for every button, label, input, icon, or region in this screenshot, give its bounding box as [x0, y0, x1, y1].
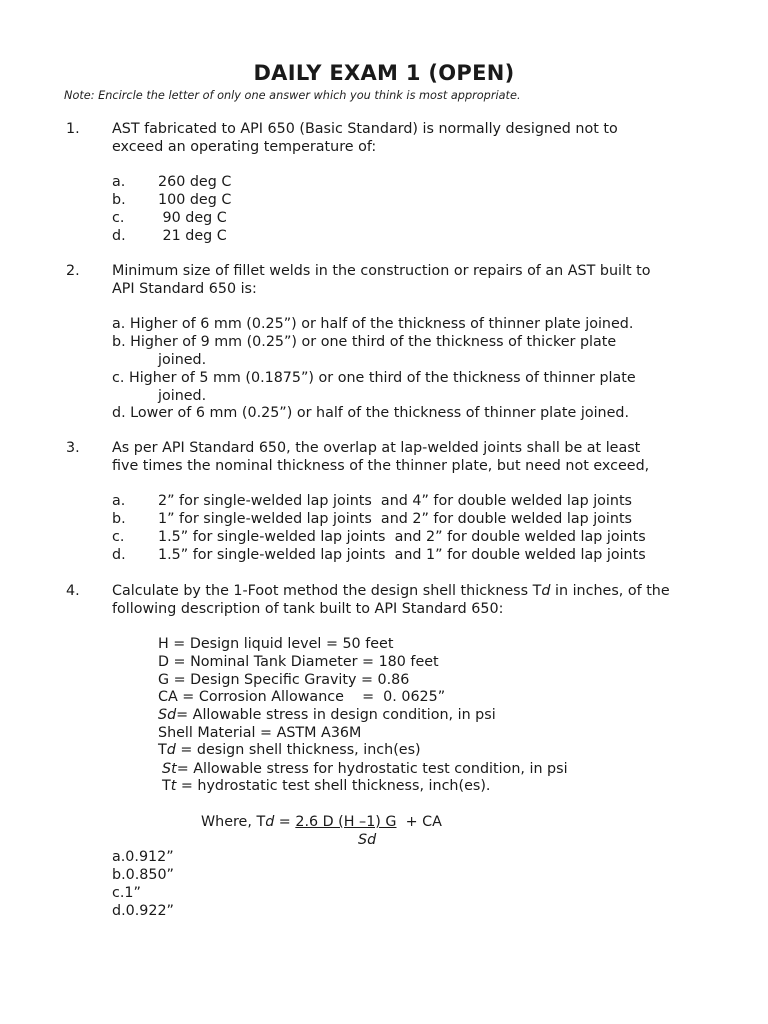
question-2-number: 2. [66, 263, 80, 279]
answer-c[interactable]: c.1” [112, 885, 141, 901]
given-td [158, 741, 421, 759]
question-1-option-d-letter[interactable]: d. [112, 228, 126, 244]
question-4-text-line-2: following description of tank built to API Standard 650: [112, 601, 504, 617]
question-1-option-b-text: 100 deg C [158, 192, 232, 208]
question-4-text-part-2: in inches, of the [550, 583, 670, 599]
question-4-td-subscript: d [541, 583, 551, 599]
sd-description: = Allowable stress in design condition, in psi [176, 707, 496, 723]
formula-denominator: Sd [358, 832, 377, 848]
question-2-option-c-continued: joined. [158, 388, 207, 404]
question-3-option-c-text: 1.5” for single-welded lap joints and 2” for double welded lap joints [158, 529, 646, 545]
given-tt [162, 777, 490, 795]
given-d: D = Nominal Tank Diameter = 180 feet [158, 654, 439, 670]
question-1-text-line-1: AST fabricated to API 650 (Basic Standard) is normally designed not to [112, 121, 618, 137]
question-1-option-c-letter[interactable]: c. [112, 210, 125, 226]
question-1-option-d-text: 21 deg C [158, 228, 227, 244]
question-3-text-line-2: five times the nominal thickness of the thinner plate, but need not exceed, [112, 458, 650, 474]
sd-symbol: Sd [158, 707, 177, 723]
given-g: G = Design Specific Gravity = 0.86 [158, 672, 410, 688]
instruction-note: Note: Encircle the letter of only one answer which you think is most appropriate. [64, 89, 521, 102]
question-4-number: 4. [66, 583, 80, 599]
answer-b[interactable]: b.0.850” [112, 867, 174, 883]
question-3-option-b-letter[interactable]: b. [112, 511, 126, 527]
question-2-option-c[interactable]: c. Higher of 5 mm (0.1875”) or one third of the thickness of thinner plate [112, 370, 636, 386]
answer-a[interactable]: a.0.912” [112, 849, 174, 865]
question-1-number: 1. [66, 121, 80, 137]
given-ca: CA = Corrosion Allowance = 0. 0625” [158, 689, 446, 705]
given-shell-material: Shell Material = ASTM A36M [158, 725, 362, 741]
td-description: = design shell thickness, inch(es) [175, 742, 421, 758]
question-2-option-a[interactable]: a. Higher of 6 mm (0.25”) or half of the thickness of thinner plate joined. [112, 316, 634, 332]
question-3-option-d-letter[interactable]: d. [112, 547, 126, 563]
question-3-option-a-letter[interactable]: a. [112, 493, 126, 509]
question-3-text-line-1: As per API Standard 650, the overlap at lap-welded joints shall be at least [112, 440, 641, 456]
question-3-option-a-text: 2” for single-welded lap joints and 4” for double welded lap joints [158, 493, 633, 509]
formula-subscript: d [265, 814, 275, 830]
page-title: DAILY EXAM 1 (OPEN) [253, 61, 515, 85]
formula-where: Where, T [201, 814, 266, 830]
given-sd [158, 706, 496, 724]
question-1-text-line-2: exceed an operating temperature of: [112, 139, 377, 155]
question-3-option-b-text: 1” for single-welded lap joints and 2” for double welded lap joints [158, 511, 633, 527]
given-h: H = Design liquid level = 50 feet [158, 636, 394, 652]
question-2-text-line-1: Minimum size of fillet welds in the construction or repairs of an AST built to [112, 263, 651, 279]
question-1-option-b-letter[interactable]: b. [112, 192, 126, 208]
question-2-option-b[interactable]: b. Higher of 9 mm (0.25”) or one third of the thickness of thicker plate [112, 334, 617, 350]
question-2-option-b-continued: joined. [158, 352, 207, 368]
tt-symbol: T [162, 778, 171, 794]
formula-plus-ca: + CA [396, 814, 442, 830]
formula-numerator: 2.6 D (H –1) G [295, 814, 397, 830]
question-3-number: 3. [66, 440, 80, 456]
tt-description: = hydrostatic test shell thickness, inch(es). [176, 778, 491, 794]
formula-line [201, 813, 442, 831]
question-4-text-line-1 [112, 582, 670, 600]
question-2-text-line-2: API Standard 650 is: [112, 281, 257, 297]
st-symbol: St [162, 761, 177, 777]
given-st [162, 760, 568, 778]
question-1-option-a-text: 260 deg C [158, 174, 232, 190]
question-4-text-part-1: Calculate by the 1-Foot method the design shell thickness T [112, 583, 542, 599]
tt-subscript: t [170, 778, 177, 794]
question-3-option-c-letter[interactable]: c. [112, 529, 125, 545]
td-subscript: d [166, 742, 176, 758]
question-1-option-a-letter[interactable]: a. [112, 174, 126, 190]
question-1-option-c-text: 90 deg C [158, 210, 227, 226]
question-2-option-d[interactable]: d. Lower of 6 mm (0.25”) or half of the thickness of thinner plate joined. [112, 405, 630, 421]
question-3-option-d-text: 1.5” for single-welded lap joints and 1” for double welded lap joints [158, 547, 646, 563]
answer-d[interactable]: d.0.922” [112, 903, 174, 919]
formula-equals: = [274, 814, 296, 830]
td-symbol: T [158, 742, 167, 758]
st-description: = Allowable stress for hydrostatic test condition, in psi [176, 761, 568, 777]
